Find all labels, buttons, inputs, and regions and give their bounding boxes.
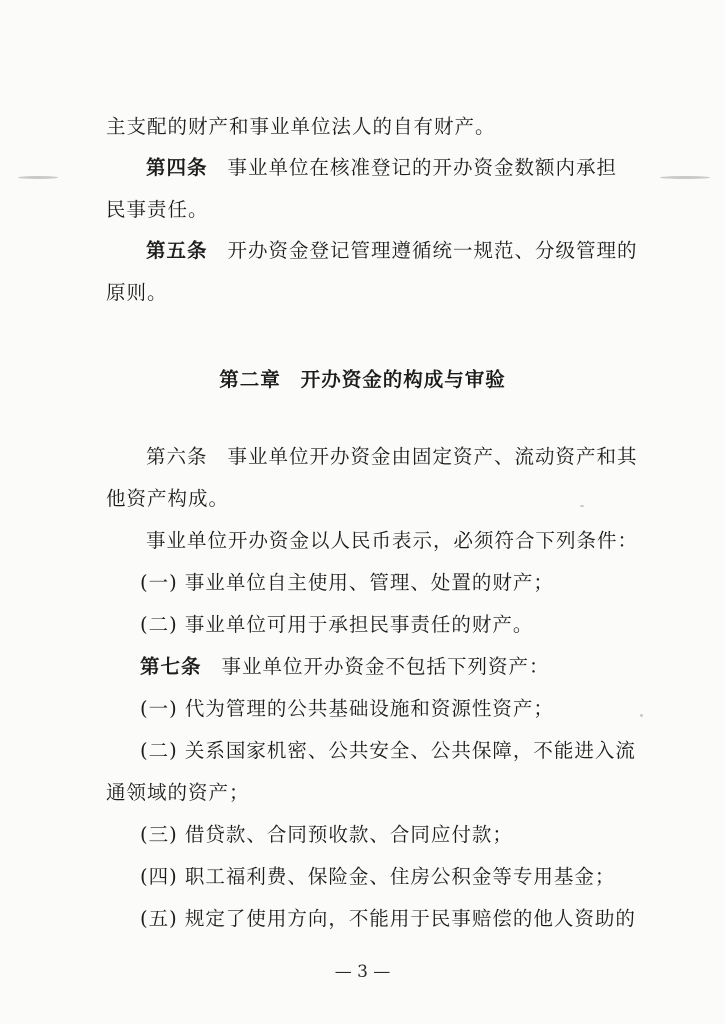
chapter-title: 开办资金的构成与审验 <box>300 368 506 391</box>
article-6-line <box>106 436 638 478</box>
article-4-text: 事业单位在核准登记的开办资金数额内承担 <box>227 156 618 179</box>
article-7-text: 事业单位开办资金不包括下列资产： <box>221 655 550 678</box>
article-5-line <box>106 230 638 272</box>
article-4-line <box>106 147 626 189</box>
scan-artifact <box>18 176 58 179</box>
article-7-item-1: (一) 代为管理的公共基础设施和资源性资产； <box>140 697 554 720</box>
scan-artifact <box>580 505 584 507</box>
article-7-label: 第七条 <box>140 655 202 678</box>
chapter-heading <box>0 364 725 392</box>
article-5-continuation: 原则。 <box>106 281 168 304</box>
article-5-text: 开办资金登记管理遵循统一规范、分级管理的 <box>227 239 638 262</box>
article-6-item-2: (二) 事业单位可用于承担民事责任的财产。 <box>140 613 534 636</box>
scan-artifact <box>640 714 643 717</box>
paragraph-line-1: 主支配的财产和事业单位法人的自有财产。 <box>106 115 496 138</box>
article-6-item-1: (一) 事业单位自主使用、管理、处置的财产； <box>140 571 554 594</box>
article-7-item-2-continuation: 通领域的资产； <box>106 781 250 804</box>
article-7-item-5: (五) 规定了使用方向，不能用于民事赔偿的他人资助的 <box>140 907 636 930</box>
article-5-label: 第五条 <box>146 239 208 262</box>
scan-artifact <box>660 176 710 179</box>
article-6-continuation: 他资产构成。 <box>106 487 230 510</box>
article-7-item-3: (三) 借贷款、合同预收款、合同应付款； <box>140 823 513 846</box>
article-7-item-2: (二) 关系国家机密、公共安全、公共保障，不能进入流 <box>140 739 636 762</box>
article-6-conditions-intro: 事业单位开办资金以人民币表示，必须符合下列条件： <box>146 529 639 552</box>
chapter-number: 第二章 <box>219 368 281 391</box>
article-7-item-4: (四) 职工福利费、保险金、住房公积金等专用基金； <box>140 865 616 888</box>
page-number: — 3 — <box>334 962 391 982</box>
article-7-line <box>106 646 626 688</box>
article-4-label: 第四条 <box>146 156 208 179</box>
article-6-text: 事业单位开办资金由固定资产、流动资产和其 <box>227 445 638 468</box>
article-6-label: 第六条 <box>146 445 208 468</box>
article-4-continuation: 民事责任。 <box>106 198 209 221</box>
